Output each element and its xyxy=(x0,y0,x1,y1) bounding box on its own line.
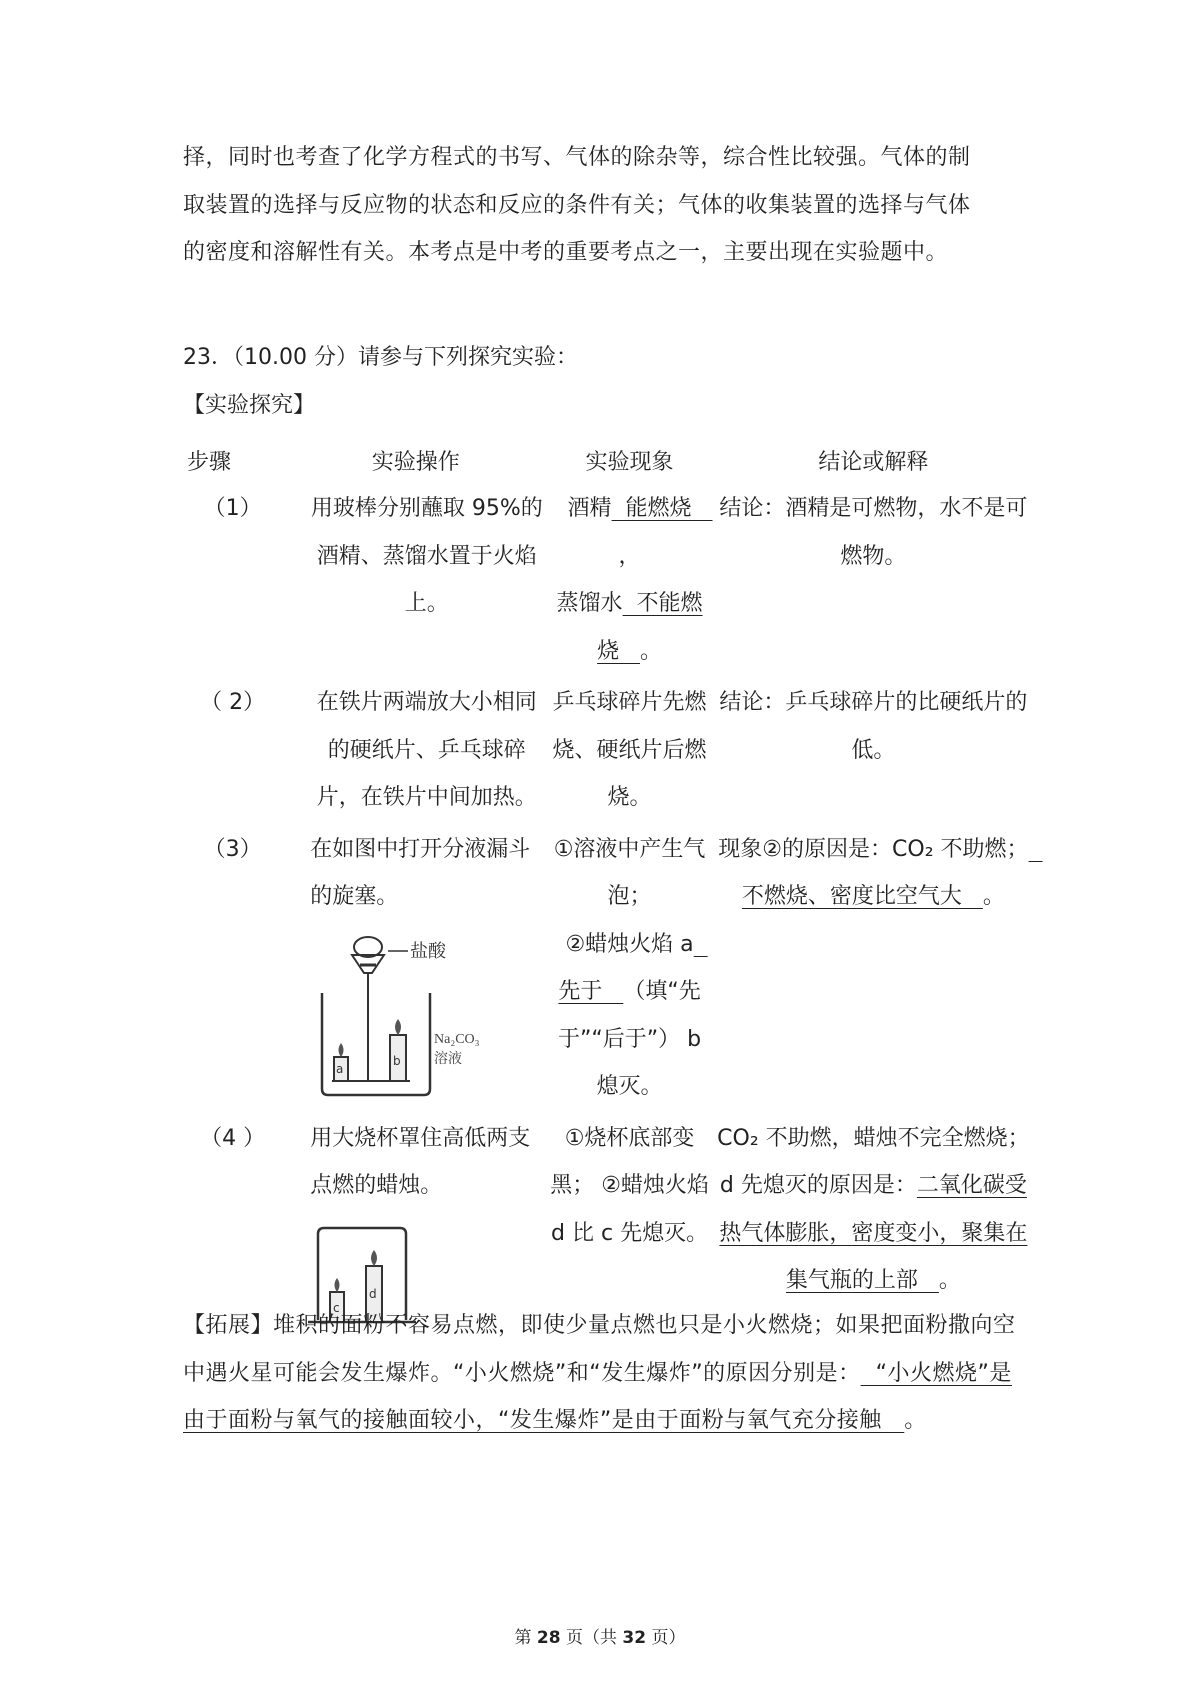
answer-blank: 不能燃烧 xyxy=(597,591,703,664)
phenomenon-text: （填“先于”“后于”） b 熄灭。 xyxy=(557,979,702,1099)
extension-paragraph xyxy=(183,1302,1023,1445)
punctuation: ， xyxy=(618,543,641,569)
conclusion-cell: 结论：乒乓球碎片的比硬纸片的低。 xyxy=(719,690,1028,763)
question-title: 23．（10.00 分）请参与下列探究实验： xyxy=(183,345,578,370)
phenomenon-text: 酒精 xyxy=(567,496,612,521)
analysis-line: 取装置的选择与反应物的状态和反应的条件有关；气体的收集装置的选择与气体 xyxy=(183,192,971,218)
phenomenon-cell xyxy=(549,483,713,677)
experiment-table xyxy=(183,437,1043,1336)
funnel-beaker-figure xyxy=(304,931,494,1101)
phenomenon-cell: 乒乓球碎片先燃烧、硬纸片后燃烧。 xyxy=(552,690,707,810)
header-phenomenon: 实验现象 xyxy=(585,449,674,475)
punctuation: 。 xyxy=(640,638,663,664)
footer-text: 页（共 xyxy=(560,1628,623,1648)
solution-label: Na₂CO₃ xyxy=(434,1031,480,1047)
table-header-row xyxy=(183,437,1033,483)
table-row xyxy=(183,677,1033,824)
flame-b xyxy=(395,1019,401,1035)
page-footer xyxy=(0,1623,1200,1648)
step-label: （4 ） xyxy=(200,1125,266,1151)
step-label: （ 2） xyxy=(200,690,266,715)
phenomenon-cell xyxy=(549,824,710,1113)
operation-text: 在铁片两端放大小相同的硬纸片、乒乓球碎片，在铁片中间加热。 xyxy=(316,690,537,810)
step-label: （1） xyxy=(203,496,262,521)
answer-blank: “小火燃烧”是由于面粉与氧气的接触面较小，“发生爆炸”是由于面粉与氧气充分接触 xyxy=(183,1360,1012,1433)
conclusion-text: CO₂ 不助燃，蜡烛不完全燃烧；d 先熄灭的原因是： xyxy=(717,1125,1030,1198)
analysis-line: 择，同时也考查了化学方程式的书写、气体的除杂等，综合性比较强。气体的制 xyxy=(183,145,971,170)
flame-a xyxy=(339,1043,344,1057)
operation-cell xyxy=(282,677,549,824)
operation-cell xyxy=(282,483,549,677)
operation-text: 用玻棒分别蘸取 95%的酒精、蒸馏水置于火焰上。 xyxy=(310,496,543,616)
extension-label: 【拓展】 xyxy=(183,1313,274,1338)
answer-blank: 二氧化碳受热气体膨胀，密度变小，聚集在集气瓶的上部 xyxy=(719,1173,1028,1293)
header-conclusion: 结论或解释 xyxy=(818,449,929,475)
candle-b-label: b xyxy=(393,1053,401,1068)
punctuation: 。 xyxy=(938,1268,961,1293)
header-operation: 实验操作 xyxy=(371,449,460,475)
answer-blank: 能燃烧 xyxy=(611,496,713,521)
operation-text: 用大烧杯罩住高低两支点燃的蜡烛。 xyxy=(310,1125,531,1198)
candle-d-label: d xyxy=(369,1286,377,1301)
flame-c xyxy=(335,1278,340,1292)
candle-c-label: c xyxy=(333,1300,340,1315)
conclusion-cell xyxy=(710,824,1043,1113)
answer-blank: 不燃烧、密度比空气大 xyxy=(741,836,1043,909)
solution-label: 溶液 xyxy=(434,1050,463,1067)
acid-label: 盐酸 xyxy=(410,940,447,961)
step-label: （3） xyxy=(203,836,262,862)
section-label: 【实验探究】 xyxy=(183,393,316,418)
analysis-paragraph xyxy=(183,134,1023,277)
conclusion-cell: 结论：酒精是可燃物，水不是可燃物。 xyxy=(719,496,1028,569)
operation-cell xyxy=(282,824,549,1113)
extension-text: 堆积的面粉不容易点燃，即使少量点燃也只是小火燃烧；如果把面粉撒向空中遇火星可能会发生爆炸。“小火燃烧”和“发生爆炸”的原因分别是： xyxy=(183,1313,1016,1386)
conclusion-text: 现象②的原因是：CO₂ 不助燃； xyxy=(718,836,1029,862)
footer-text: 第 xyxy=(514,1628,537,1648)
punctuation: 。 xyxy=(904,1408,927,1433)
header-step: 步骤 xyxy=(187,449,232,475)
page-number: 28 xyxy=(536,1628,561,1648)
phenomenon-text: ②蜡烛火焰 a xyxy=(565,931,694,957)
table-row xyxy=(183,824,1033,1113)
answer-blank: 先于 xyxy=(558,931,708,1004)
footer-text: 页） xyxy=(646,1628,686,1648)
flame-d xyxy=(371,1250,377,1266)
analysis-line: 的密度和溶解性有关。本考点是中考的重要考点之一，主要出现在实验题中。 xyxy=(183,240,949,265)
punctuation: 。 xyxy=(982,884,1005,909)
phenomenon-text: ①溶液中产生气泡； xyxy=(553,836,706,909)
total-pages: 32 xyxy=(622,1628,647,1648)
phenomenon-cell: ①烧杯底部变黑； ②蜡烛火焰 d 比 c 先熄灭。 xyxy=(550,1125,709,1246)
table-row xyxy=(183,483,1033,677)
operation-text: 在如图中打开分液漏斗的旋塞。 xyxy=(310,836,531,909)
phenomenon-text: 蒸馏水 xyxy=(556,591,623,616)
candle-a-label: a xyxy=(336,1061,344,1076)
